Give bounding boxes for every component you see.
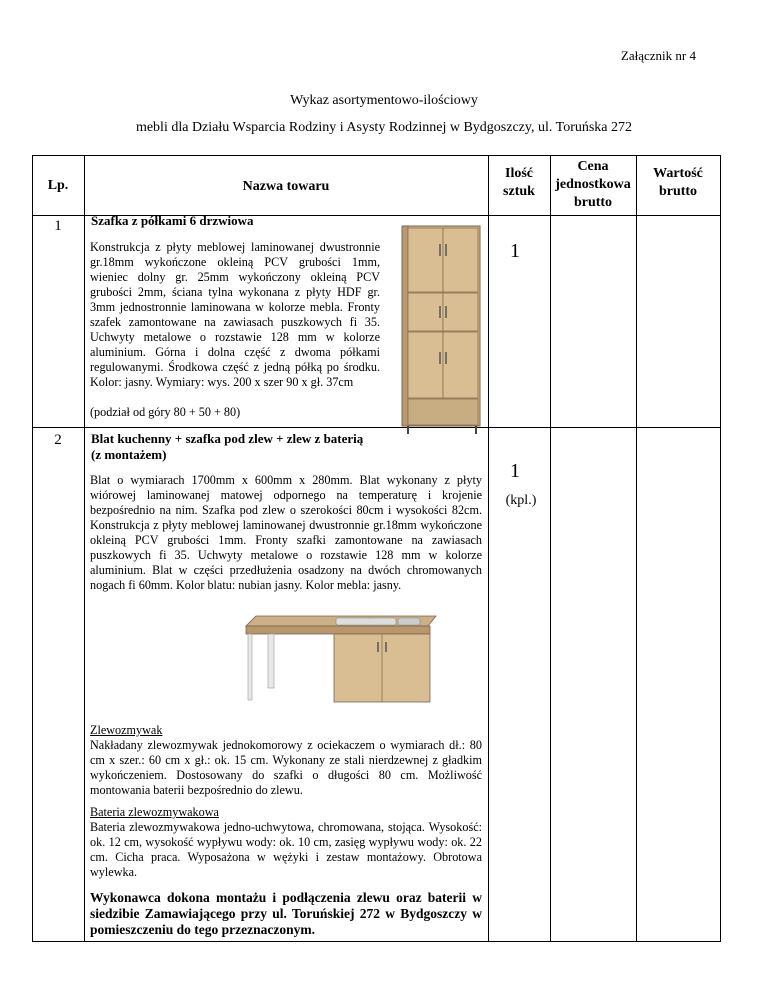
- header-name: Nazwa towaru: [242, 179, 330, 194]
- item1-title: Szafka z półkami 6 drzwiowa: [91, 213, 254, 228]
- document-subtitle: mebli dla Działu Wsparcia Rodziny i Asysty Rodzinnej w Bydgoszczy, ul. Toruńska 272: [135, 120, 633, 135]
- header-qty-line1: Ilość: [505, 166, 533, 181]
- tap-heading: Bateria zlewozmywakowa: [90, 805, 219, 819]
- sink-cabinet-illustration: [244, 612, 438, 708]
- item1-qty: 1: [510, 240, 520, 262]
- header-value: [636, 165, 720, 201]
- header-value-line1: Wartość: [653, 166, 703, 181]
- header-qty: [488, 165, 550, 201]
- header-price-line2: jednostkowa: [555, 177, 631, 192]
- item1-description: Konstrukcja z płyty meblowej laminowanej dwustronnie gr.18mm wykończone okleiną PCV grubości 1mm, wieniec dolny gr. 25mm wykończony okleiną PCV grubości 2mm, ściana tylna wykonana z płyty HDF gr. 3mm jednostronnie laminowana w kolorze mebla. Fronty szafek zamontowane na zawiasach puszkowych fi 35. Uchwyty metalowe o rozstawie 128 mm w kolorze aluminium. Górna i dolna część z dwoma półkami regulowanymi. Środkowa część z jedną półką po środku. Kolor: jasny. Wymiary: wys. 200 x szer 90 x gł. 37cm: [90, 240, 380, 389]
- item2-description: Blat o wymiarach 1700mm x 600mm x 280mm. Blat wykonany z płyty wiórowej laminowanej matowej odpornego na temperaturę i krojenie bezpośrednio na nim. Szafka pod zlew o szerokości 80cm i wysokości 82cm. Konstrukcja z płyty meblowej laminowanej dwustronnie gr.18mm wykończone okleiną PCV grubości 1mm. Fronty szafki zamontowane na zawiasach puszkowych fi 35. Uchwyty metalowe o rozstawie 128 mm w kolorze aluminium. Blat w części przedłużenia osadzony na dwóch chromowanych nogach fi 60mm. Kolor blatu: nubian jasny. Kolor mebla: jasny.: [90, 473, 482, 592]
- item1-lp: 1: [54, 218, 62, 234]
- sink-text: Nakładany zlewozmywak jednokomorowy z ociekaczem o wymiarach dł.: 80 cm x szer.: 60 cm x gł.: ok. 15 cm. Wykonany ze stali nierdzewnej z gładkim wykończeniem. Dostosowany do szafki o długości 80 cm. Możliwość montowania baterii bezpośrednio do zlewu.: [90, 738, 482, 797]
- item2-title-line2: (z montażem): [91, 447, 167, 462]
- item2-qty-unit: (kpl.): [505, 493, 537, 508]
- cabinet-illustration: [396, 222, 486, 438]
- sink-heading: Zlewozmywak: [90, 723, 163, 737]
- item2-qty: 1: [510, 460, 520, 482]
- header-price-line1: Cena: [577, 159, 609, 174]
- header-price: [550, 158, 636, 212]
- item1-note: (podział od góry 80 + 50 + 80): [90, 405, 241, 419]
- tap-text: Bateria zlewozmywakowa jedno-uchwytowa, chromowana, stojąca. Wysokość: ok. 12 cm, wysokość wypływu wody: ok. 10 cm, zasięg wypływu wody: ok. 22 cm. Cicha praca. Wyposażona w wężyki i zestaw montażowy. Obrotowa wylewka.: [90, 820, 482, 879]
- header-value-line2: brutto: [658, 184, 698, 199]
- install-note: Wykonawca dokona montażu i podłączenia zlewu oraz baterii w siedzibie Zamawiającego przy ul. Toruńskiej 272 w Bydgoszczy w pomieszczeniu do tego przeznaczonym.: [90, 890, 482, 937]
- item2-lp: 2: [54, 432, 62, 448]
- document-title: Wykaz asortymentowo-ilościowy: [290, 93, 478, 108]
- header-price-line3: brutto: [573, 195, 613, 210]
- header-lp: Lp.: [47, 178, 69, 193]
- item2-title-line1: Blat kuchenny + szafka pod zlew + zlew z baterią: [91, 431, 364, 446]
- header-qty-line2: sztuk: [503, 184, 535, 199]
- annex-label: Załącznik nr 4: [620, 48, 696, 63]
